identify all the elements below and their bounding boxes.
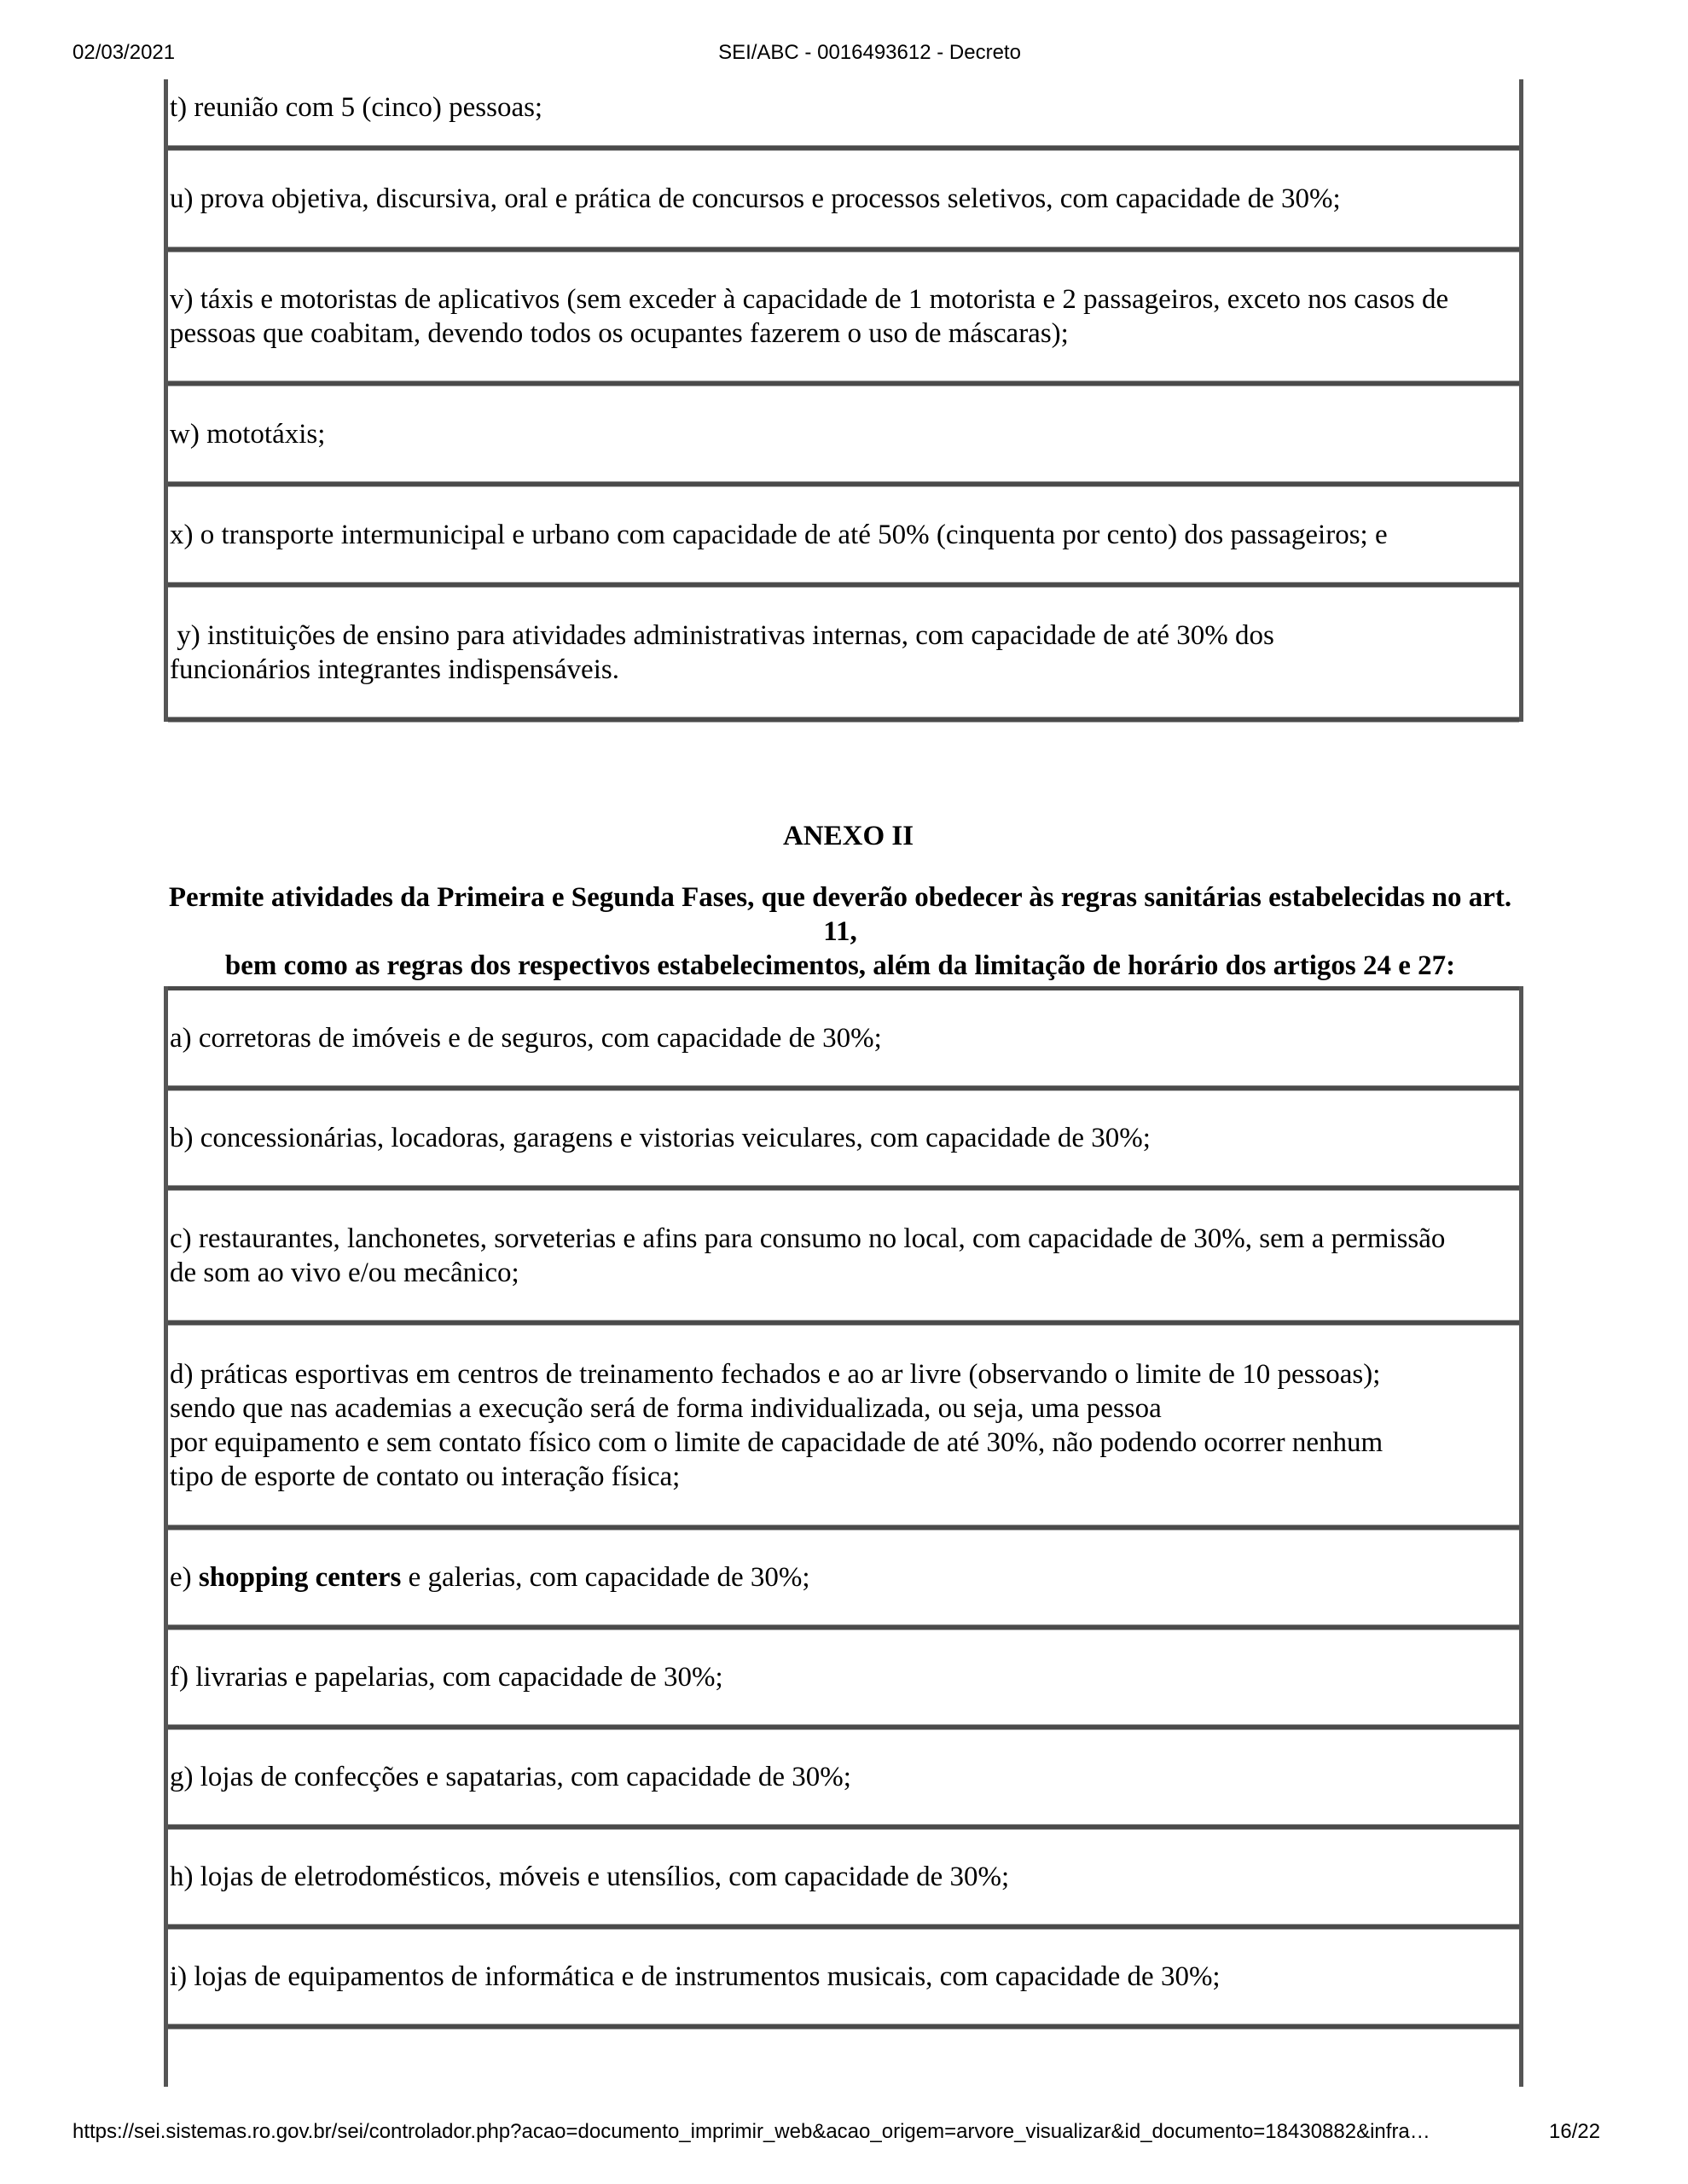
table-row [168, 1829, 1519, 1929]
row-text [168, 1560, 815, 1594]
row-text: i) lojas de equipamentos de informática e de instrumentos musicais, com capacidade de 30%; [170, 1961, 1221, 1992]
table-row [168, 1929, 1519, 2029]
row-text: u) prova objetiva, discursiva, oral e prática de concursos e processos seletivos, com capacidade de 30%; [170, 183, 1341, 214]
table-row [168, 1530, 1519, 1629]
table-row [168, 2029, 1519, 2087]
annex-subtitle-line-1: Permite atividades da Primeira e Segunda Fases, que deverão obedecer às regras sanitárias estabelecidas no art. 11, [168, 882, 1512, 947]
table-row [168, 1629, 1519, 1729]
row-text: a) corretoras de imóveis e de seguros, com capacidade de 30%; [170, 1023, 882, 1054]
table-row [168, 79, 1519, 150]
row-text: t) reunião com 5 (cinco) pessoas; [170, 92, 543, 123]
table-row [168, 1325, 1519, 1530]
page-number: 16/22 [1549, 2120, 1601, 2143]
print-url: https://sei.sistemas.ro.gov.br/sei/controlador.php?acao=documento_imprimir_web&acao_origem=arvore_visualizar&id_documento=18430882&infra… [73, 2120, 1430, 2143]
row-line: tipo de esporte de contato ou interação física; [170, 1461, 681, 1492]
annex-ii-table [164, 986, 1523, 2087]
annex-subtitle [145, 880, 1535, 983]
annex-i-table [164, 79, 1523, 722]
row-prefix: e) [170, 1562, 199, 1593]
row-text: v) táxis e motoristas de aplicativos (sem exceder à capacidade de 1 motorista e 2 passageiros, exceto nos casos de pessoas que coabitam, devendo todos os ocupantes fazerem o uso de máscaras); [170, 284, 1449, 349]
row-suffix: e galerias, com capacidade de 30%; [401, 1562, 810, 1593]
row-text: x) o transporte intermunicipal e urbano com capacidade de até 50% (cinquenta por cento) dos passageiros; e [170, 519, 1388, 550]
table-row [168, 252, 1519, 386]
annex-subtitle-line-2: bem como as regras dos respectivos estabelecimentos, além da limitação de horário dos artigos 24 e 27: [224, 950, 1456, 981]
print-date: 02/03/2021 [73, 41, 176, 64]
row-line: d) práticas esportivas em centros de treinamento fechados e ao ar livre (observando o limite de 10 pessoas); [170, 1358, 1381, 1390]
table-row [168, 1090, 1519, 1190]
table-row [168, 587, 1519, 722]
table-row [168, 150, 1519, 252]
row-line: sendo que nas academias a execução será de forma individualizada, ou seja, uma pessoa [170, 1392, 1162, 1424]
annex-title: ANEXO II [782, 821, 914, 851]
table-row [168, 1729, 1519, 1829]
table-row [168, 990, 1519, 1090]
table-row [168, 486, 1519, 587]
row-text: b) concessionárias, locadoras, garagens e vistorias veiculares, com capacidade de 30%; [170, 1123, 1151, 1153]
row-text: g) lojas de confecções e sapatarias, com capacidade de 30%; [170, 1762, 851, 1792]
table-row [168, 386, 1519, 486]
row-text: c) restaurantes, lanchonetes, sorveterias e afins para consumo no local, com capacidade de 30%, sem a permissão de som ao vivo e/ou mecânico; [170, 1223, 1446, 1288]
table-row [168, 1190, 1519, 1325]
row-text: w) mototáxis; [170, 418, 326, 450]
document-title: SEI/ABC - 0016493612 - Decreto [718, 41, 1021, 64]
row-text: f) livrarias e papelarias, com capacidade de 30%; [170, 1662, 723, 1693]
row-text: h) lojas de eletrodomésticos, móveis e utensílios, com capacidade de 30%; [170, 1862, 1010, 1892]
row-line: por equipamento e sem contato físico com o limite de capacidade de até 30%, não podendo ocorrer nenhum [170, 1426, 1383, 1458]
row-text [168, 1357, 1388, 1494]
row-bold-text: shopping centers [198, 1562, 402, 1593]
row-text: y) instituições de ensino para atividades administrativas internas, com capacidade de até 30% dos funcionários integrantes indispensáveis. [170, 619, 1282, 685]
